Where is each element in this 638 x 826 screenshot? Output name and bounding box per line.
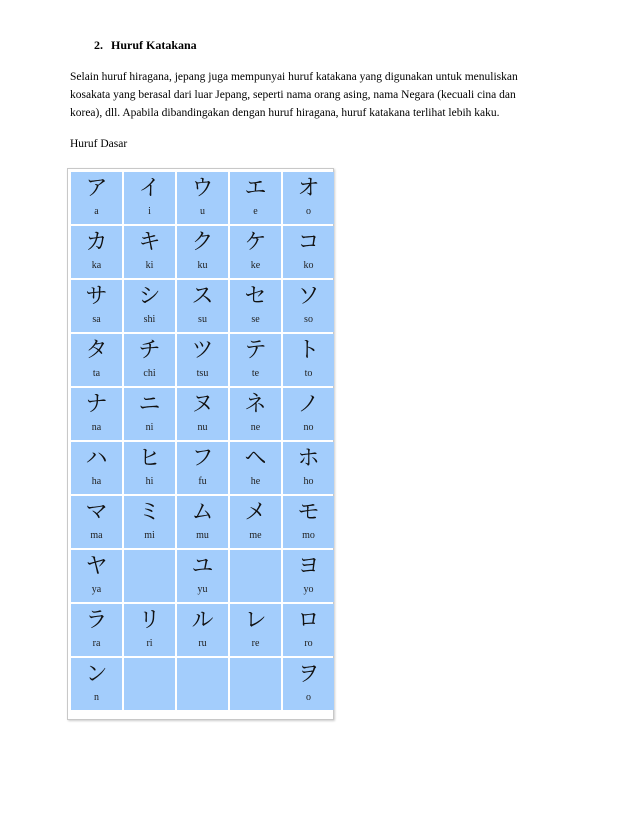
katakana-cell <box>177 658 228 710</box>
katakana-cell <box>283 226 334 278</box>
katakana-character: フ <box>191 446 214 471</box>
katakana-cell <box>124 172 175 224</box>
katakana-cell <box>177 226 228 278</box>
katakana-cell <box>71 388 122 440</box>
katakana-character: ス <box>191 284 214 309</box>
katakana-cell <box>283 334 334 386</box>
katakana-cell <box>71 334 122 386</box>
katakana-character: チ <box>138 338 161 363</box>
paragraph-line: kosakata yang berasal dari luar Jepang, seperti nama orang asing, nama Negara (kecuali cina dan <box>70 89 516 101</box>
romaji-label: ni <box>145 422 154 433</box>
paragraph-line: korea), dll. Apabila dibandingakan dengan huruf hiragana, huruf katakana terlihat lebih kaku. <box>70 107 500 119</box>
katakana-cell <box>71 658 122 710</box>
romaji-label: he <box>250 476 261 487</box>
katakana-character: ヒ <box>138 446 161 471</box>
katakana-cell <box>283 604 334 656</box>
katakana-cell <box>230 658 281 710</box>
katakana-cell <box>177 172 228 224</box>
katakana-cell <box>177 496 228 548</box>
katakana-character: ト <box>297 338 320 363</box>
romaji-label: ta <box>92 368 101 379</box>
katakana-character: オ <box>297 176 320 201</box>
katakana-character: ミ <box>138 500 161 525</box>
romaji-label: fu <box>198 476 207 487</box>
katakana-character: タ <box>85 338 108 363</box>
katakana-cell <box>177 604 228 656</box>
katakana-character: ク <box>191 230 214 255</box>
katakana-character: リ <box>138 608 161 633</box>
katakana-character: ヤ <box>85 554 108 579</box>
katakana-cell <box>283 550 334 602</box>
romaji-label: ko <box>303 260 314 271</box>
katakana-cell <box>124 334 175 386</box>
katakana-character: ア <box>85 176 108 201</box>
romaji-label: ra <box>92 638 101 649</box>
romaji-label: yu <box>197 584 208 595</box>
romaji-label: ke <box>250 260 261 271</box>
katakana-character: カ <box>85 230 108 255</box>
romaji-label: a <box>94 206 99 217</box>
intro-paragraph <box>70 68 570 122</box>
katakana-character: ナ <box>85 392 108 417</box>
katakana-cell <box>230 442 281 494</box>
katakana-cell <box>177 280 228 332</box>
katakana-cell <box>230 226 281 278</box>
katakana-cell <box>283 280 334 332</box>
katakana-character: サ <box>85 284 108 309</box>
katakana-character: ソ <box>297 284 320 309</box>
romaji-label: mi <box>144 530 155 541</box>
romaji-label: yo <box>303 584 314 595</box>
katakana-character: ラ <box>85 608 108 633</box>
romaji-label: i <box>148 206 151 217</box>
katakana-cell <box>124 280 175 332</box>
katakana-cell <box>71 442 122 494</box>
katakana-cell <box>230 388 281 440</box>
katakana-cell <box>230 550 281 602</box>
romaji-label: ne <box>250 422 261 433</box>
katakana-cell <box>283 658 334 710</box>
subheading-huruf-dasar: Huruf Dasar <box>70 138 128 150</box>
romaji-label: e <box>253 206 258 217</box>
romaji-label: te <box>251 368 260 379</box>
katakana-cell <box>124 604 175 656</box>
katakana-character: シ <box>138 284 161 309</box>
romaji-label: ro <box>304 638 313 649</box>
katakana-cell <box>283 496 334 548</box>
katakana-cell <box>177 334 228 386</box>
katakana-cell <box>283 172 334 224</box>
katakana-cell <box>71 550 122 602</box>
katakana-cell <box>71 172 122 224</box>
katakana-character: ヌ <box>191 392 214 417</box>
romaji-label: tsu <box>196 368 209 379</box>
romaji-label: hi <box>145 476 154 487</box>
paragraph-line: Selain huruf hiragana, jepang juga mempunyai huruf katakana yang digunakan untuk menuliskan <box>70 71 518 83</box>
katakana-cell <box>124 496 175 548</box>
katakana-cell <box>124 442 175 494</box>
katakana-cell <box>177 550 228 602</box>
katakana-character: ハ <box>85 446 108 471</box>
romaji-label: to <box>304 368 313 379</box>
katakana-character: ム <box>191 500 214 525</box>
romaji-label: ri <box>146 638 153 649</box>
katakana-cell <box>124 658 175 710</box>
katakana-character: ヲ <box>297 662 320 687</box>
katakana-cell <box>71 280 122 332</box>
katakana-character: ユ <box>191 554 214 579</box>
katakana-character: ホ <box>297 446 320 471</box>
katakana-cell <box>230 280 281 332</box>
katakana-character: エ <box>244 176 267 201</box>
katakana-character: ロ <box>297 608 320 633</box>
section-heading <box>94 38 197 53</box>
section-title: Huruf Katakana <box>111 38 197 52</box>
katakana-character: ネ <box>244 392 267 417</box>
romaji-label: u <box>200 206 205 217</box>
katakana-character: ニ <box>138 392 161 417</box>
katakana-character: セ <box>244 284 267 309</box>
romaji-label: so <box>304 314 313 325</box>
romaji-label: chi <box>143 368 156 379</box>
katakana-cell <box>71 496 122 548</box>
katakana-cell <box>230 604 281 656</box>
katakana-cell <box>124 226 175 278</box>
katakana-character: マ <box>85 500 108 525</box>
katakana-character: テ <box>244 338 267 363</box>
romaji-label: ku <box>197 260 208 271</box>
katakana-cell <box>71 226 122 278</box>
katakana-character: メ <box>244 500 267 525</box>
katakana-character: ヘ <box>244 446 267 471</box>
katakana-cell <box>71 604 122 656</box>
katakana-character: モ <box>297 500 320 525</box>
romaji-label: no <box>303 422 314 433</box>
romaji-label: mo <box>302 530 315 541</box>
romaji-label: o <box>306 206 311 217</box>
katakana-character: ル <box>191 608 214 633</box>
katakana-character: レ <box>244 608 267 633</box>
katakana-character: ツ <box>191 338 214 363</box>
katakana-cell <box>230 334 281 386</box>
katakana-cell <box>124 550 175 602</box>
romaji-label: ma <box>90 530 103 541</box>
katakana-character: ウ <box>191 176 214 201</box>
romaji-label: su <box>198 314 207 325</box>
katakana-cell <box>124 388 175 440</box>
katakana-table <box>67 168 334 720</box>
katakana-cell <box>177 442 228 494</box>
katakana-character: ノ <box>297 392 320 417</box>
romaji-label: ha <box>91 476 102 487</box>
katakana-cell <box>283 442 334 494</box>
katakana-character: コ <box>297 230 320 255</box>
romaji-label: ka <box>91 260 102 271</box>
katakana-character: ケ <box>244 230 267 255</box>
romaji-label: mu <box>196 530 209 541</box>
romaji-label: o <box>306 692 311 703</box>
romaji-label: na <box>91 422 102 433</box>
katakana-character: イ <box>138 176 161 201</box>
katakana-character: ン <box>85 662 108 687</box>
romaji-label: ru <box>198 638 207 649</box>
romaji-label: shi <box>143 314 156 325</box>
romaji-label: ki <box>145 260 154 271</box>
katakana-cell <box>283 388 334 440</box>
romaji-label: me <box>249 530 262 541</box>
romaji-label: re <box>251 638 260 649</box>
section-number: 2. <box>94 38 103 52</box>
romaji-label: ya <box>91 584 102 595</box>
katakana-cell <box>230 172 281 224</box>
romaji-label: ho <box>303 476 314 487</box>
romaji-label: nu <box>197 422 208 433</box>
romaji-label: n <box>94 692 99 703</box>
katakana-cell <box>230 496 281 548</box>
katakana-cell <box>177 388 228 440</box>
romaji-label: sa <box>92 314 101 325</box>
katakana-character: キ <box>138 230 161 255</box>
katakana-character: ヨ <box>297 554 320 579</box>
romaji-label: se <box>251 314 260 325</box>
